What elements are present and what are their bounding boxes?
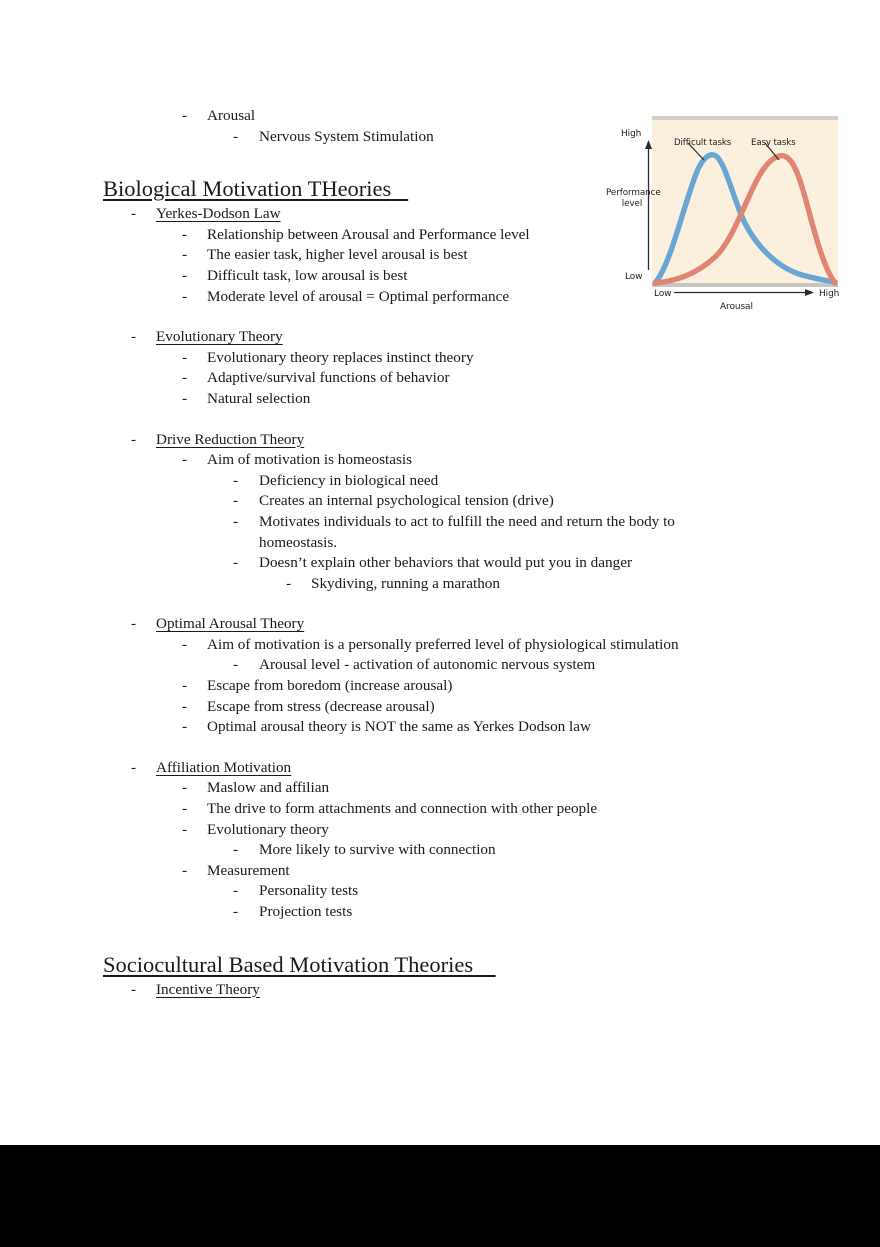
list-item [0,348,880,369]
list-item [0,820,880,841]
bullet-dash: - [182,718,188,736]
group-title: Incentive Theory [156,980,260,998]
bullet-dash: - [131,758,137,776]
list-item-label: Deficiency in biological need [259,471,439,489]
y-axis-tick-low: Low [625,272,643,282]
list-item [0,881,880,902]
list-item [0,491,880,512]
bullet-dash: - [233,127,239,145]
list-item-label: Arousal level - activation of autonomic nervous system [259,656,596,674]
group-title: Affiliation Motivation [156,758,292,776]
group-title-row [0,204,880,225]
list-item [0,840,880,861]
list-item-label: Escape from stress (decrease arousal) [207,697,435,715]
list-item [0,471,880,492]
bullet-dash: - [233,882,239,900]
bullet-dash: - [182,225,188,243]
bullet-dash: - [182,697,188,715]
list-item [0,902,880,923]
bullet-dash: - [286,574,292,592]
bullet-dash: - [233,492,239,510]
list-item-label: Personality tests [259,882,359,900]
list-item-label: Optimal arousal theory is NOT the same as Yerkes Dodson law [207,718,591,736]
bullet-dash: - [131,615,137,633]
bullet-dash: - [131,205,137,223]
list-item [0,368,880,389]
group-title-row [0,980,880,1001]
list-item-label: Projection tests [259,903,353,920]
list-item-label: Escape from boredom (increase arousal) [207,677,453,695]
bullet-dash: - [131,980,137,998]
list-item-label: Aim of motivation is homeostasis [207,451,413,469]
list-item [0,287,880,308]
bullet-dash: - [182,389,188,407]
list-item-label: Measurement [207,861,290,879]
list-item-label: Nervous System Stimulation [259,127,434,145]
list-item [0,450,880,471]
list-item [0,106,880,127]
list-item [0,655,880,676]
bullet-dash: - [182,369,188,387]
list-item-label: The drive to form attachments and connection with other people [207,800,598,818]
list-item-label: Creates an internal psychological tension (drive) [259,492,554,510]
page-bottom-black-band [0,1145,880,1247]
group-title: Evolutionary Theory [156,328,283,346]
bullet-dash: - [131,328,137,346]
list-item [0,225,880,246]
list-item [0,717,880,738]
bullet-dash: - [182,635,188,653]
list-item-label: Maslow and affilian [207,779,330,797]
list-item [0,266,880,287]
bullet-dash: - [233,471,239,489]
list-item-label: Arousal [207,107,256,124]
bullet-dash: - [131,430,137,448]
group-title-row [0,614,880,635]
section-heading: Sociocultural Based Motivation Theories [103,951,474,977]
notes-outline [0,106,880,1000]
bullet-dash: - [182,348,188,366]
x-axis-tick-high: High [819,289,840,299]
group-title-row [0,758,880,779]
list-item [0,799,880,820]
list-item [0,574,880,595]
bullet-dash: - [233,903,239,920]
list-item [0,861,880,882]
list-item [0,127,880,148]
bullet-dash: - [233,512,239,530]
list-item [0,676,880,697]
list-item-label: Evolutionary theory [207,820,329,838]
list-item-label: Difficult task, low arousal is best [207,266,408,284]
group-title: Drive Reduction Theory [156,430,305,448]
bullet-dash: - [182,800,188,818]
list-item-label: Evolutionary theory replaces instinct theory [207,348,474,366]
chart-label-difficult-tasks: Difficult tasks [674,138,732,148]
list-item-label: Relationship between Arousal and Performance level [207,225,530,243]
list-item-label: Moderate level of arousal = Optimal performance [207,287,510,305]
bullet-dash: - [233,656,239,674]
list-item [0,553,880,574]
bullet-dash: - [182,820,188,838]
list-item-label: Skydiving, running a marathon [311,574,500,592]
list-item [0,512,880,553]
list-item-label: Natural selection [207,389,311,407]
y-axis-title: Performance level [606,188,661,209]
group-title: Optimal Arousal Theory [156,615,305,633]
list-item-label: Motivates individuals to act to fulfill the need and return the body to homeostasis. [259,512,675,551]
list-item-label: The easier task, higher level arousal is best [207,246,468,264]
group-title-row [0,327,880,348]
x-axis-tick-low: Low [654,289,672,299]
bullet-dash: - [233,841,239,859]
list-item [0,778,880,799]
bullet-dash: - [233,554,239,572]
list-item-label: More likely to survive with connection [259,841,496,859]
bullet-dash: - [182,107,188,124]
group-title-row [0,430,880,451]
list-item-label: Aim of motivation is a personally preferred level of physiological stimulation [207,635,679,653]
list-item [0,389,880,410]
list-item-label: Adaptive/survival functions of behavior [207,369,450,387]
section-heading: Biological Motivation THeories [103,176,392,202]
group-title: Yerkes-Dodson Law [156,205,281,223]
bullet-dash: - [182,266,188,284]
bullet-dash: - [182,861,188,879]
bullet-dash: - [182,779,188,797]
y-axis-tick-high: High [621,129,642,139]
list-item [0,245,880,266]
bullet-dash: - [182,677,188,695]
bullet-dash: - [182,246,188,264]
list-item-label: Doesn’t explain other behaviors that would put you in danger [259,554,632,572]
bullet-dash: - [182,451,188,469]
chart-label-easy-tasks: Easy tasks [751,138,796,148]
x-axis-title: Arousal [720,302,753,312]
list-item [0,697,880,718]
bullet-dash: - [182,287,188,305]
list-item [0,635,880,656]
